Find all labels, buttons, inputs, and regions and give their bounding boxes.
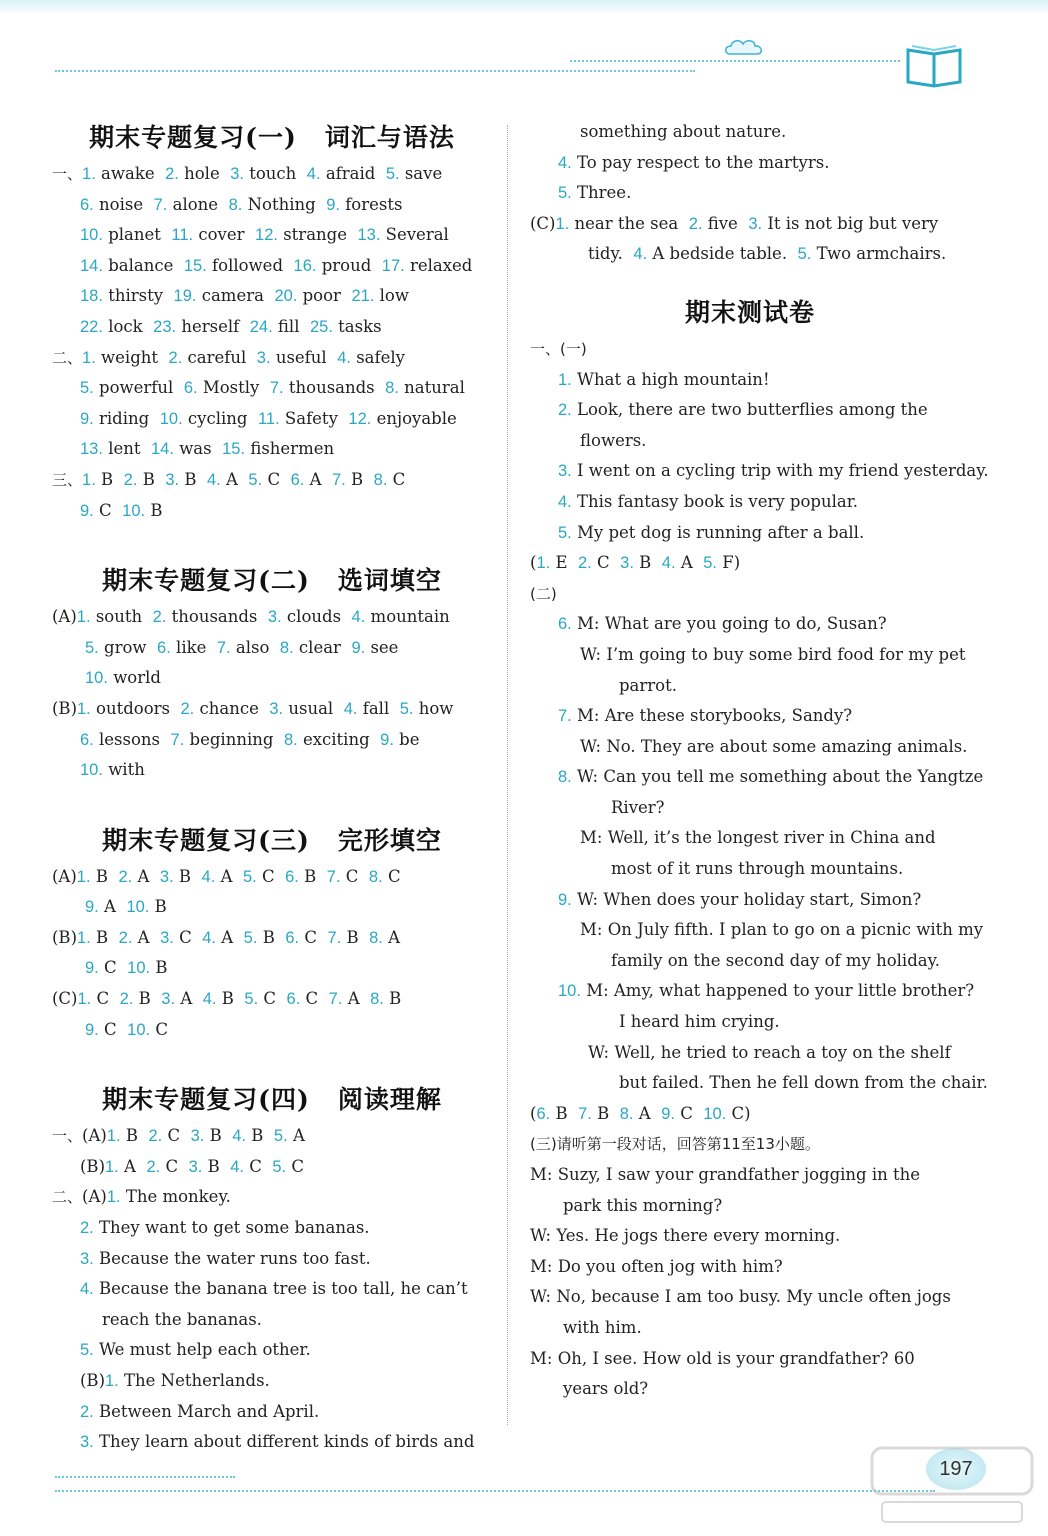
answer-line: 一、(A)1. B 2. C 3. B 4. B 5. A: [52, 1126, 305, 1146]
answer-line: 2. Look, there are two butterflies among the: [558, 400, 928, 420]
section-title-main: 期末专题复习(一): [89, 123, 297, 152]
answer-line: 9. C 10. B: [85, 958, 168, 978]
answer-line: (三)请听第一段对话，回答第11至13小题。: [530, 1135, 820, 1154]
header-dotted-rule-upper: [570, 60, 900, 62]
answer-line: 5. Three.: [558, 183, 632, 203]
left-column: [52, 117, 492, 1458]
section-title-cloze: [52, 820, 492, 862]
answer-line: 5. We must help each other.: [80, 1340, 311, 1360]
answer-line: 5. powerful 6. Mostly 7. thousands 8. natural: [80, 378, 465, 398]
answer-line: 2. They want to get some bananas.: [80, 1218, 370, 1238]
answer-line: (A)1. B 2. A 3. B 4. A 5. C 6. B 7. C 8. C: [52, 866, 401, 886]
answer-line: 10. planet 11. cover 12. strange 13. Several: [80, 225, 449, 245]
answer-line: W: Well, he tried to reach a toy on the shelf: [588, 1042, 951, 1062]
section-title-sub: 选词填空: [337, 566, 442, 596]
answer-line: parrot.: [619, 675, 677, 695]
answer-line: 5. My pet dog is running after a ball.: [558, 522, 865, 542]
section-title-final-test: 期末测试卷: [684, 297, 815, 327]
answer-line: W: No. They are about some amazing animals.: [580, 736, 968, 756]
answer-line: (二): [530, 584, 557, 603]
answer-line: 3. I went on a cycling trip with my friend yesterday.: [558, 461, 989, 481]
answer-line: 4. This fantasy book is very popular.: [558, 491, 859, 511]
answer-line: (B)1. The Netherlands.: [80, 1371, 270, 1390]
answer-line: (C)1. C 2. B 3. A 4. B 5. C 6. C 7. A 8. B: [52, 989, 402, 1009]
header-dotted-rule: [55, 70, 695, 72]
answer-line: 14. balance 15. followed 16. proud 17. relaxed: [80, 255, 473, 275]
answer-line: 9. riding 10. cycling 11. Safety 12. enjoyable: [80, 408, 457, 428]
answer-line: (C)1. near the sea 2. five 3. It is not big but very: [530, 213, 939, 233]
answer-line: 6. M: What are you going to do, Susan?: [558, 614, 887, 634]
answer-line: (B)1. outdoors 2. chance 3. usual 4. fall 5. how: [52, 698, 454, 718]
answer-line: 9. C 10. B: [80, 500, 163, 520]
answer-line: M: Suzy, I saw your grandfather jogging in the: [530, 1165, 921, 1184]
answer-line: 18. thirsty 19. camera 20. poor 21. low: [80, 286, 409, 306]
answer-line: 10. with: [80, 760, 145, 780]
answer-line: years old?: [563, 1379, 649, 1399]
answer-line: 1. What a high mountain!: [558, 369, 770, 389]
answer-line: 5. grow 6. like 7. also 8. clear 9. see: [85, 637, 399, 657]
answer-line: 10. M: Amy, what happened to your little brother?: [558, 981, 975, 1001]
footer-dotted-rule-short: [55, 1476, 235, 1478]
section-title-main: 期末专题复习(三): [102, 825, 310, 855]
cloud-icon: [722, 36, 766, 58]
answer-line: park this morning?: [563, 1195, 723, 1215]
answer-line: 二、1. weight 2. careful 3. useful 4. safely: [52, 347, 405, 367]
watermark-logo-icon: [862, 1440, 1042, 1530]
answer-line: W: No, because I am too busy. My uncle often jogs: [530, 1287, 951, 1307]
answer-line: but failed. Then he fell down from the chair.: [619, 1073, 988, 1093]
answer-line: M: On July fifth. I plan to go on a picnic with my: [580, 920, 984, 940]
answer-line: 8. W: Can you tell me something about the Yangtze: [558, 767, 984, 787]
answer-line: family on the second day of my holiday.: [611, 950, 940, 970]
answer-line: 9. C 10. C: [85, 1019, 168, 1039]
column-divider: [507, 125, 508, 1425]
section-title-word-fill: [52, 560, 492, 602]
answer-line: 二、(A)1. The monkey.: [52, 1187, 231, 1207]
section-title-sub: 完形填空: [337, 825, 442, 855]
right-column: [530, 117, 989, 1405]
answer-line: 9. A 10. B: [85, 897, 167, 917]
answer-line: 10. world: [85, 668, 161, 688]
answer-line: 一、(一): [530, 339, 587, 358]
section-title-sub: 词汇与语法: [324, 123, 455, 152]
answer-line: M: Oh, I see. How old is your grandfather? 60: [530, 1348, 915, 1368]
answer-line: 9. W: When does your holiday start, Simon?: [558, 889, 922, 909]
answer-line: something about nature.: [580, 122, 787, 141]
answer-line: 7. M: Are these storybooks, Sandy?: [558, 706, 853, 726]
answer-line: most of it runs through mountains.: [611, 859, 904, 879]
answer-line: M: Well, it’s the longest river in China and: [580, 828, 936, 848]
answer-line: (1. E 2. C 3. B 4. A 5. F): [530, 553, 741, 573]
answer-line: 6. noise 7. alone 8. Nothing 9. forests: [80, 194, 403, 214]
open-book-icon: [904, 42, 964, 88]
answer-line: 3. They learn about different kinds of birds and: [80, 1432, 475, 1452]
footer-dotted-rule: [55, 1490, 935, 1492]
section-title-reading: [52, 1079, 492, 1121]
answer-line: flowers.: [580, 430, 647, 450]
answer-line: (6. B 7. B 8. A 9. C 10. C): [530, 1103, 751, 1123]
answer-line: 6. lessons 7. beginning 8. exciting 9. be: [80, 729, 420, 749]
answer-line: (B)1. B 2. A 3. C 4. A 5. B 6. C 7. B 8. A: [52, 927, 401, 947]
answer-line: (A)1. south 2. thousands 3. clouds 4. mountain: [52, 607, 450, 627]
answer-line: tidy. 4. A bedside table. 5. Two armchairs.: [588, 244, 947, 264]
answer-line: 22. lock 23. herself 24. fill 25. tasks: [80, 316, 382, 336]
answer-line: 2. Between March and April.: [80, 1401, 320, 1421]
section-title-main: 期末专题复习(二): [102, 566, 310, 596]
answer-line: 3. Because the water runs too fast.: [80, 1248, 371, 1268]
answer-line: River?: [611, 797, 665, 817]
section-title-vocab-grammar: [52, 117, 492, 159]
answer-line: reach the bananas.: [102, 1309, 262, 1329]
answer-line: 三、1. B 2. B 3. B 4. A 5. C 6. A 7. B 8. C: [52, 469, 406, 489]
answer-line: W: Yes. He jogs there every morning.: [530, 1226, 841, 1246]
section-title-sub: 阅读理解: [337, 1085, 442, 1115]
section-title-main: 期末专题复习(四): [102, 1085, 310, 1115]
answer-line: 4. To pay respect to the martyrs.: [558, 152, 830, 172]
answer-line: 13. lent 14. was 15. fishermen: [80, 439, 335, 459]
page-number: 197: [926, 1448, 986, 1490]
answer-line: (B)1. A 2. C 3. B 4. C 5. C: [80, 1156, 305, 1176]
answer-line: 一、1. awake 2. hole 3. touch 4. afraid 5. save: [52, 164, 443, 183]
answer-line: I heard him crying.: [619, 1012, 780, 1032]
top-gradient-band: [0, 0, 1048, 14]
answer-line: W: I’m going to buy some bird food for my pet: [580, 644, 966, 664]
answer-line: with him.: [563, 1317, 642, 1337]
answer-line: M: Do you often jog with him?: [530, 1256, 783, 1276]
answer-line: 4. Because the banana tree is too tall, he can’t: [80, 1279, 468, 1299]
